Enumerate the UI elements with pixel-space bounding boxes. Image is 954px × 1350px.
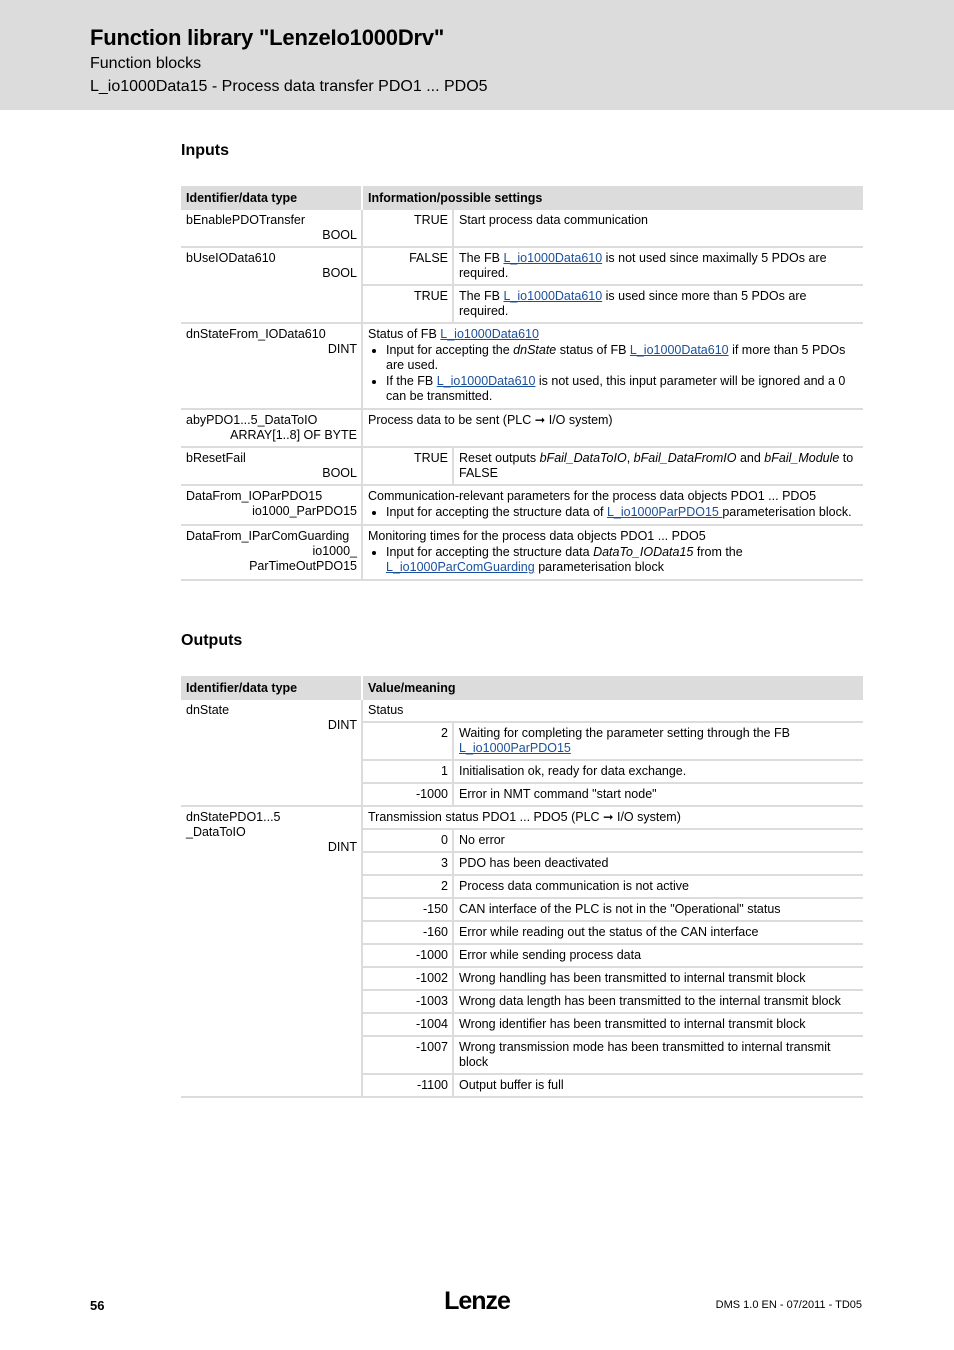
identifier-cell — [181, 485, 362, 525]
meaning: Wrong handling has been transmitted to internal transmit block — [453, 967, 863, 990]
value: -1000 — [362, 944, 453, 967]
data-type: ARRAY[1..8] OF BYTE — [230, 428, 357, 442]
list-item — [386, 343, 859, 373]
identifier: bResetFail — [186, 451, 246, 465]
meaning: PDO has been deactivated — [453, 852, 863, 875]
data-type: DINT — [327, 718, 357, 732]
page-number: 56 — [90, 1298, 105, 1313]
list-item — [386, 374, 859, 404]
text: status of FB — [556, 343, 630, 357]
fb-link[interactable]: L_io1000ParPDO15 — [606, 505, 723, 519]
identifier: dnStateFrom_IOData610 — [186, 327, 326, 341]
identifier: dnState — [186, 703, 230, 717]
value: -1000 — [362, 783, 453, 806]
identifier-cell — [181, 525, 362, 580]
setting-value: TRUE — [362, 285, 453, 323]
identifier: DataFrom_IParComGuarding — [186, 529, 350, 543]
text: If the FB — [386, 374, 437, 388]
text: bFail_DataFromIO — [633, 451, 737, 465]
fb-link[interactable]: L_io1000ParComGuarding — [386, 560, 535, 574]
setting-info — [453, 447, 863, 485]
fb-link[interactable]: L_io1000ParPDO15 — [459, 741, 571, 755]
data-type: BOOL — [322, 466, 357, 480]
inputs-col-information: Information/possible settings — [362, 186, 863, 210]
meaning: Output buffer is full — [453, 1074, 863, 1097]
value: -1004 — [362, 1013, 453, 1036]
meaning: Error while reading out the status of the CAN interface — [453, 921, 863, 944]
inputs-header-row — [181, 186, 863, 210]
text: parameterisation block. — [722, 505, 852, 519]
fb-link[interactable]: L_io1000Data610 — [503, 289, 603, 303]
fb-link[interactable]: L_io1000Data610 — [629, 343, 729, 357]
data-type: ParTimeOutPDO15 — [249, 559, 357, 573]
meaning: Initialisation ok, ready for data exchange. — [453, 760, 863, 783]
setting-value: FALSE — [362, 247, 453, 285]
table-row — [181, 409, 863, 447]
identifier: bUseIOData610 — [186, 251, 276, 265]
inputs-heading: Inputs — [181, 142, 229, 159]
setting-info — [362, 323, 863, 409]
text: The FB — [459, 251, 504, 265]
value-meaning: Transmission status PDO1 ... PDO5 (PLC ➞ I/O system) — [362, 806, 863, 829]
text: Status of FB — [368, 327, 441, 341]
table-row — [181, 806, 863, 829]
identifier-cell — [181, 447, 362, 485]
identifier-cell — [181, 700, 362, 806]
table-row — [181, 247, 863, 285]
page-header — [0, 0, 954, 110]
identifier-cell — [181, 210, 362, 247]
identifier: DataFrom_IOParPDO15 — [186, 489, 323, 503]
identifier: abyPDO1...5_DataToIO — [186, 413, 318, 427]
setting-info: Process data to be sent (PLC ➞ I/O system) — [362, 409, 863, 447]
meaning: Wrong identifier has been transmitted to internal transmit block — [453, 1013, 863, 1036]
text: and — [736, 451, 765, 465]
meaning: Wrong data length has been transmitted to the internal transmit block — [453, 990, 863, 1013]
table-row — [181, 700, 863, 722]
setting-info — [453, 285, 863, 323]
bullet-list — [368, 343, 859, 404]
table-row — [181, 485, 863, 525]
library-title: Function library "LenzeIo1000Drv" — [90, 25, 445, 50]
document-id: DMS 1.0 EN - 07/2011 - TD05 — [715, 1299, 862, 1311]
text: Reset outputs — [459, 451, 540, 465]
value: 2 — [362, 722, 453, 760]
text: to FALSE — [459, 451, 854, 480]
text: , — [626, 451, 634, 465]
value: -1007 — [362, 1036, 453, 1074]
setting-info: Start process data communication — [453, 210, 863, 247]
text: Communication-relevant parameters for the process data objects PDO1 ... PDO5 — [368, 489, 817, 503]
lenze-logo-text: Lenze — [444, 1287, 510, 1315]
value: -1100 — [362, 1074, 453, 1097]
value-meaning: Status — [362, 700, 863, 722]
identifier: bEnablePDOTransfer — [186, 213, 306, 227]
data-type: DINT — [327, 840, 357, 854]
outputs-col-identifier: Identifier/data type — [181, 676, 362, 700]
value: -150 — [362, 898, 453, 921]
text: parameterisation block — [534, 560, 664, 574]
value: 3 — [362, 852, 453, 875]
text: Input for accepting the structure data of — [386, 505, 607, 519]
fb-link[interactable]: L_io1000Data610 — [436, 374, 536, 388]
value: -1002 — [362, 967, 453, 990]
outputs-col-meaning: Value/meaning — [362, 676, 863, 700]
setting-info — [453, 247, 863, 285]
setting-info — [362, 525, 863, 580]
table-row — [181, 447, 863, 485]
meaning: Wrong transmission mode has been transmitted to internal transmit block — [453, 1036, 863, 1074]
value: 2 — [362, 875, 453, 898]
bullet-list — [368, 505, 859, 520]
meaning: Error while sending process data — [453, 944, 863, 967]
data-type: DINT — [327, 342, 357, 356]
value: 0 — [362, 829, 453, 852]
text: is used since more than 5 PDOs are required. — [459, 289, 807, 318]
identifier-cell — [181, 806, 362, 1097]
table-row — [181, 525, 863, 580]
fb-link[interactable]: L_io1000Data610 — [440, 327, 539, 341]
lenze-logo — [437, 1285, 517, 1315]
bullet-list — [368, 545, 859, 575]
text: dnState — [513, 343, 557, 357]
text: if more than 5 PDOs are used. — [386, 343, 846, 372]
setting-info — [362, 485, 863, 525]
text: bFail_DataToIO — [539, 451, 627, 465]
identifier-cell — [181, 323, 362, 409]
list-item — [386, 505, 859, 520]
text: The FB — [459, 289, 504, 303]
identifier-cell — [181, 247, 362, 323]
identifier: _DataToIO — [186, 825, 246, 839]
text: Waiting for completing the parameter setting through the FB — [459, 726, 790, 740]
outputs-header-row — [181, 676, 863, 700]
meaning: Error in NMT command "start node" — [453, 783, 863, 806]
data-type: BOOL — [322, 228, 357, 242]
identifier: dnStatePDO1...5 — [186, 810, 281, 824]
text: DataTo_IOData15 — [593, 545, 694, 559]
meaning: Process data communication is not active — [453, 875, 863, 898]
data-type: io1000_ParPDO15 — [252, 504, 357, 518]
text: from the — [693, 545, 743, 559]
data-type: io1000_ — [312, 544, 357, 558]
inputs-col-identifier: Identifier/data type — [181, 186, 362, 210]
text: bFail_Module — [764, 451, 840, 465]
meaning — [453, 722, 863, 760]
outputs-table — [181, 676, 863, 1098]
text: Input for accepting the — [386, 343, 514, 357]
meaning: CAN interface of the PLC is not in the "Operational" status — [453, 898, 863, 921]
block-subtitle: L_io1000Data15 - Process data transfer PDO1 ... PDO5 — [90, 78, 488, 95]
setting-value: TRUE — [362, 210, 453, 247]
meaning: No error — [453, 829, 863, 852]
data-type: BOOL — [322, 266, 357, 280]
value: -160 — [362, 921, 453, 944]
inputs-table — [181, 186, 863, 581]
table-row — [181, 323, 863, 409]
text: Input for accepting the structure data — [386, 545, 594, 559]
table-row — [181, 210, 863, 247]
text: is not used, this input parameter will be ignored and a 0 can be transmitted. — [386, 374, 846, 403]
setting-value: TRUE — [362, 447, 453, 485]
value: -1003 — [362, 990, 453, 1013]
list-item — [386, 545, 859, 575]
outputs-heading: Outputs — [181, 632, 243, 649]
text: is not used since maximally 5 PDOs are required. — [459, 251, 827, 280]
text: Monitoring times for the process data objects PDO1 ... PDO5 — [368, 529, 706, 543]
section-subtitle: Function blocks — [90, 55, 202, 72]
fb-link[interactable]: L_io1000Data610 — [503, 251, 603, 265]
identifier-cell — [181, 409, 362, 447]
value: 1 — [362, 760, 453, 783]
